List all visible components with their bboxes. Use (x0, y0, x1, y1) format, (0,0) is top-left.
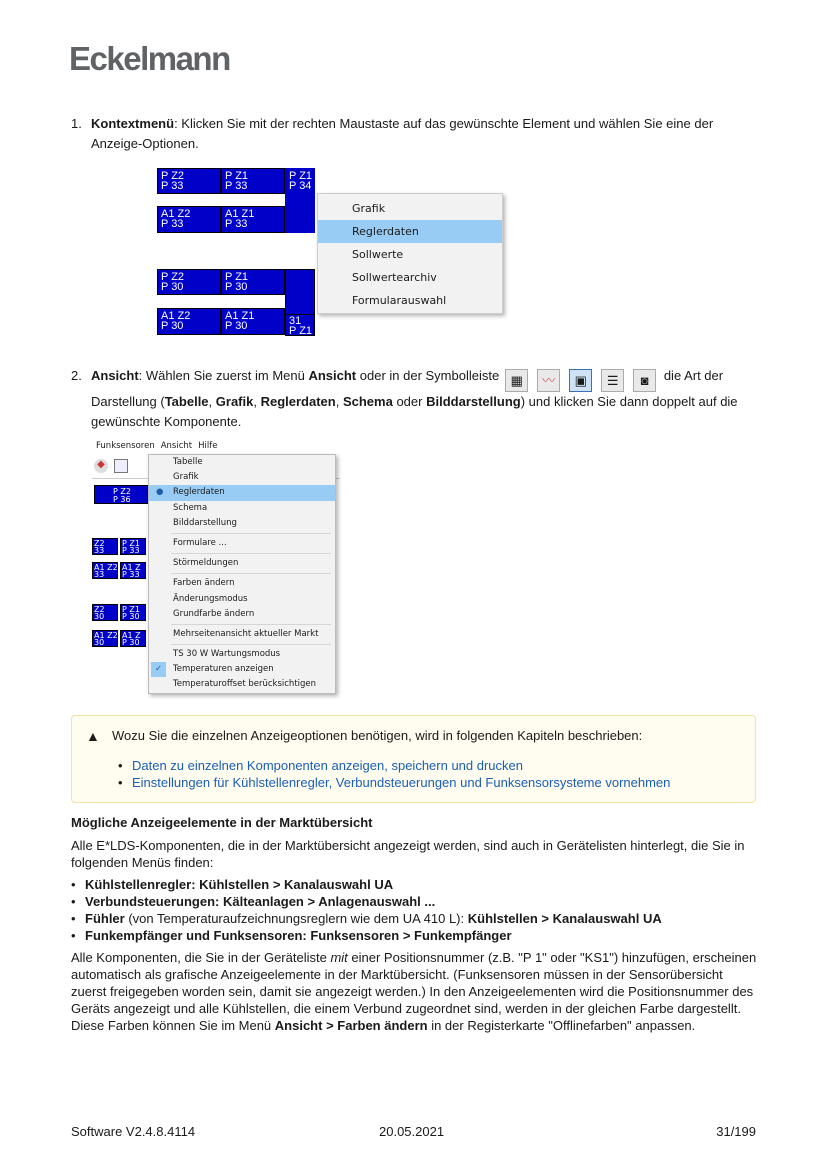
logo: Eckelmann (69, 40, 230, 77)
tile[interactable]: P Z2 P 33 (157, 168, 221, 194)
menu-item[interactable]: Formulare ... (173, 537, 227, 548)
menu-item-formularauswahl[interactable]: Formularauswahl (352, 294, 447, 307)
menu-item[interactable]: Störmeldungen (173, 558, 239, 569)
section-heading: Mögliche Anzeigeelemente in der Marktübersicht (71, 815, 373, 830)
monitor-icon[interactable]: ▣ (569, 369, 592, 392)
tile[interactable]: Z2 30 (92, 604, 118, 621)
list-item: • Verbundsteuerungen: Kälteanlagen > Anlagenauswahl ... (65, 893, 761, 910)
section (71, 814, 761, 1034)
view-menu (148, 454, 336, 694)
tile[interactable]: A1 Z1 P 33 (221, 206, 285, 233)
menu-item[interactable]: Grafik (173, 472, 199, 483)
tile[interactable]: P Z1 P 30 (120, 604, 146, 621)
tile[interactable]: A1 Z2 30 (94, 631, 118, 647)
tile[interactable]: A1 Z1 P 30 (221, 308, 285, 335)
footer-page: 31/199 (716, 1124, 756, 1139)
toolbar-icons (505, 372, 656, 392)
list-item: • Kühlstellenregler: Kühlstellen > Kanalauswahl UA (65, 876, 761, 893)
menu-item-sollwerte[interactable]: Sollwerte (352, 248, 404, 261)
tile[interactable]: A1 Z2 P 33 (157, 206, 221, 233)
info-note: ▲ Wozu Sie die einzelnen Anzeigeoptionen benötigen, wird in folgenden Kapiteln beschrieben: • Daten zu einzelnen Komponenten anzeigen, speichern und drucken • Einstellungen für Kühlstellenregler, Verbundsteuerungen und Funksensorsysteme vornehmen (71, 715, 756, 803)
step-2: 2. Ansicht: Wählen Sie zuerst im Menü Ansicht oder in der Symbolleiste ▦ 〰 ▣ ☰ ◙ die Art der Darstellung (Tabelle, Grafik, Reglerdaten, Schema oder Bilddarstellung) und klicken Sie dann doppelt auf die gewünschte Komponente. (71, 368, 738, 429)
tile[interactable]: P Z1 P 33 (120, 538, 146, 555)
camera-icon[interactable]: ◙ (633, 369, 656, 392)
link-einstellungen[interactable]: Einstellungen für Kühlstellenregler, Verbundsteuerungen und Funksensorsysteme vornehmen (132, 775, 671, 790)
tile[interactable]: P Z1 P 30 (221, 269, 285, 295)
intro-paragraph: Alle E*LDS-Komponenten, die in der Marktübersicht angezeigt werden, sind auch in Gerätelisten hinterlegt, die Sie in folgenden Menüs finden: (71, 838, 745, 870)
context-menu (317, 193, 503, 314)
footer-date: 20.05.2021 (379, 1124, 445, 1139)
tile[interactable]: A1 Z P 30 (120, 630, 146, 647)
tile[interactable]: 31 P Z1 (285, 314, 315, 336)
menu-item[interactable]: Farben ändern (173, 578, 235, 589)
list-item: • Funkempfänger und Funksensoren: Funksensoren > Funkempfänger (65, 927, 761, 944)
menu-item[interactable]: Mehrseitenansicht aktueller Markt (173, 628, 319, 639)
schema-icon[interactable]: ☰ (601, 369, 624, 392)
menu-item[interactable]: Temperaturoffset berücksichtigen (173, 679, 317, 690)
menu-item-sollwertearchiv[interactable]: Sollwertearchiv (352, 271, 437, 284)
tile[interactable]: P Z2 P 30 (157, 269, 221, 295)
step-1: 1. Kontextmenü: Klicken Sie mit der rechten Maustaste auf das gewünschte Element und wählen Sie eine der Anzeige-Optionen. (71, 116, 714, 151)
tile[interactable]: Z2 33 (92, 538, 118, 555)
menu-item-grafik[interactable]: Grafik (352, 202, 386, 215)
menu-bar: Funksensoren Ansicht Hilfe (96, 441, 218, 451)
menu-item[interactable]: Grundfarbe ändern (173, 608, 255, 619)
tile[interactable]: P Z1 P 33 (221, 168, 285, 194)
tile[interactable]: P Z1 P 34 (285, 168, 315, 233)
context-menu-screenshot (157, 168, 503, 336)
toolbar-icon[interactable] (114, 459, 128, 473)
menu-item[interactable]: Tabelle (173, 457, 203, 467)
list-item: • Fühler (von Temperaturaufzeichnungsreglern wie dem UA 410 L): Kühlstellen > Kanalauswahl UA (65, 910, 761, 927)
menu-list (65, 876, 761, 944)
table-icon[interactable]: ▦ (505, 369, 528, 392)
tile[interactable]: A1 Z2 P 30 (157, 308, 221, 335)
chart-icon[interactable]: 〰 (537, 369, 560, 392)
menu-item-checked[interactable]: ✓ Temperaturen anzeigen (149, 662, 335, 677)
footer-version: Software V2.4.8.4114 (71, 1124, 196, 1139)
tile[interactable]: A1 Z P 33 (120, 562, 146, 579)
menu-item-selected[interactable]: ● Reglerdaten (149, 485, 335, 500)
link-daten-anzeigen[interactable]: Daten zu einzelnen Komponenten anzeigen, speichern und drucken (132, 758, 523, 773)
menu-item[interactable]: Schema (173, 502, 208, 513)
toolbar-icon[interactable]: ◆ (94, 459, 108, 473)
checkmark-icon: ✓ (151, 662, 166, 677)
tile[interactable]: P Z2 P 36 (94, 485, 148, 504)
radio-dot-icon: ● (156, 487, 164, 498)
menu-item[interactable]: Änderungsmodus (173, 593, 248, 604)
menu-item-reglerdaten[interactable]: Reglerdaten (318, 220, 502, 243)
menu-item[interactable]: Bilddarstellung (173, 517, 237, 528)
menu-item[interactable]: TS 30 W Wartungsmodus (173, 649, 281, 660)
description-paragraph: Alle Komponenten, die Sie in der Geräteliste mit einer Positionsnummer (z.B. "P 1" oder "KS1") hinzufügen, erscheinen automatisch als grafische Anzeigeelemente in der Marktübersicht. (Funksensoren müssen in der Sensorübersicht zuerst freigegeben worden sein, damit sie angezeigt werden.) In den Anzeigeelementen wird die Positionsnummer des Geräts angezeigt und alle Kühlstellen, die einem Verbund zugeordnet sind, werden in der gleichen Farbe dargestellt. Diese Farben können Sie im Menü Ansicht > Farben ändern in der Registerkarte "Offlinefarben" anpassen. (71, 950, 757, 1033)
warning-icon: ▲ (86, 728, 100, 744)
tile[interactable]: A1 Z2 33 (94, 563, 118, 579)
